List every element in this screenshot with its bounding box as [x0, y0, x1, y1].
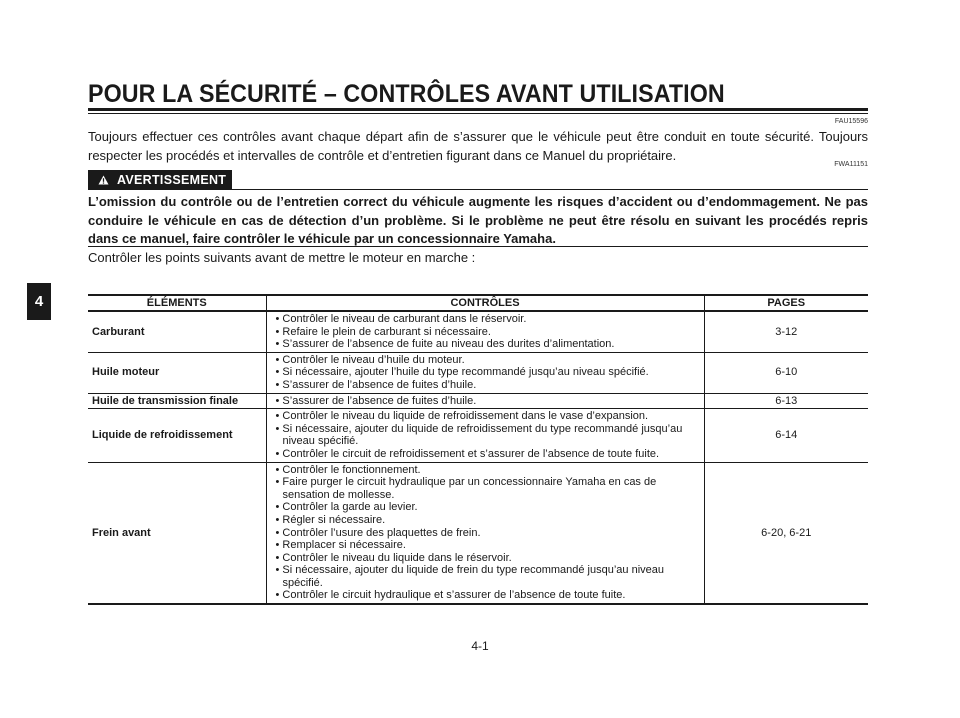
check-line: • Si nécessaire, ajouter du liquide de frein du type recommandé jusqu’au niveau spécifié. [271, 564, 700, 589]
page-number: 4-1 [471, 639, 489, 653]
row-pages: 6-14 [704, 409, 868, 462]
row-pages: 3-12 [704, 311, 868, 352]
check-line: • Si nécessaire, ajouter du liquide de refroidissement du type recommandé jusqu’au niveau spécifié. [271, 423, 700, 448]
row-item: Huile de transmission finale [88, 393, 266, 409]
row-item: Huile moteur [88, 352, 266, 393]
check-line: • Contrôler le fonctionnement. [271, 464, 700, 477]
row-item: Liquide de refroidissement [88, 409, 266, 462]
table-header-row [88, 295, 868, 311]
table-row [88, 352, 868, 393]
warning-code: FWA11151 [834, 161, 868, 168]
check-line: • Contrôler le niveau du liquide dans le réservoir. [271, 552, 700, 565]
row-checks [266, 311, 704, 352]
header-checks: CONTRÔLES [266, 295, 704, 311]
check-line: • S’assurer de l’absence de fuite au niveau des durites d’alimentation. [271, 338, 700, 351]
header-pages: PAGES [704, 295, 868, 311]
row-checks [266, 393, 704, 409]
checks-intro: Contrôler les points suivants avant de mettre le moteur en marche : [88, 250, 476, 265]
intro-paragraph: Toujours effectuer ces contrôles avant chaque départ afin de s’assurer que le véhicule peut être conduit en toute sécurité. Toujours respecter les procédés et intervalles de contrôle et d’entretien figurant dans ce Manuel du propriétaire. [88, 129, 868, 163]
check-line: • S’assurer de l’absence de fuites d’huile. [271, 379, 700, 392]
warning-rule [232, 189, 868, 190]
row-pages: 6-13 [704, 393, 868, 409]
table-row [88, 311, 868, 352]
table-row [88, 393, 868, 409]
checks-table [88, 294, 868, 605]
check-line: • S’assurer de l’absence de fuites d’huile. [271, 395, 700, 408]
warning-icon [98, 175, 109, 185]
row-item: Frein avant [88, 462, 266, 604]
table-row [88, 409, 868, 462]
title-rule [88, 108, 868, 111]
row-checks [266, 462, 704, 604]
section-code: FAU15596 [834, 118, 868, 125]
check-line: • Contrôler la garde au levier. [271, 501, 700, 514]
table-row [88, 462, 868, 604]
check-line: • Remplacer si nécessaire. [271, 539, 700, 552]
check-line: • Si nécessaire, ajouter l’huile du type recommandé jusqu’au niveau spécifié. [271, 366, 700, 379]
check-line: • Contrôler l’usure des plaquettes de frein. [271, 527, 700, 540]
check-line: • Régler si nécessaire. [271, 514, 700, 527]
title-rule-thin [88, 113, 868, 114]
check-line: • Faire purger le circuit hydraulique par un concessionnaire Yamaha en cas de sensation de mollesse. [271, 476, 700, 501]
row-pages: 6-10 [704, 352, 868, 393]
warning-text: L’omission du contrôle ou de l’entretien correct du véhicule augmente les risques d’accident ou d’endommagement. Ne pas conduire le véhicule en cas de détection d’un problème. Si le problème ne peut être résolu en suivant les procédés repris dans ce manuel, faire contrôler le véhicule par un concessionnaire Yamaha. [88, 194, 868, 246]
chapter-tab[interactable]: 4 [27, 283, 51, 320]
row-checks [266, 352, 704, 393]
warning-badge [88, 170, 232, 190]
check-line: • Refaire le plein de carburant si nécessaire. [271, 326, 700, 339]
check-line: • Contrôler le niveau de carburant dans le réservoir. [271, 313, 700, 326]
row-pages: 6-20, 6-21 [704, 462, 868, 604]
page-title: POUR LA SÉCURITÉ – CONTRÔLES AVANT UTILISATION [88, 80, 725, 108]
header-items: ÉLÉMENTS [88, 295, 266, 311]
warning-bottom-rule [88, 246, 868, 247]
row-item: Carburant [88, 311, 266, 352]
check-line: • Contrôler le niveau d’huile du moteur. [271, 354, 700, 367]
check-line: • Contrôler le niveau du liquide de refroidissement dans le vase d’expansion. [271, 410, 700, 423]
row-checks [266, 409, 704, 462]
warning-label: AVERTISSEMENT [117, 173, 227, 187]
check-line: • Contrôler le circuit hydraulique et s’assurer de l’absence de toute fuite. [271, 589, 700, 602]
check-line: • Contrôler le circuit de refroidissement et s’assurer de l’absence de toute fuite. [271, 448, 700, 461]
